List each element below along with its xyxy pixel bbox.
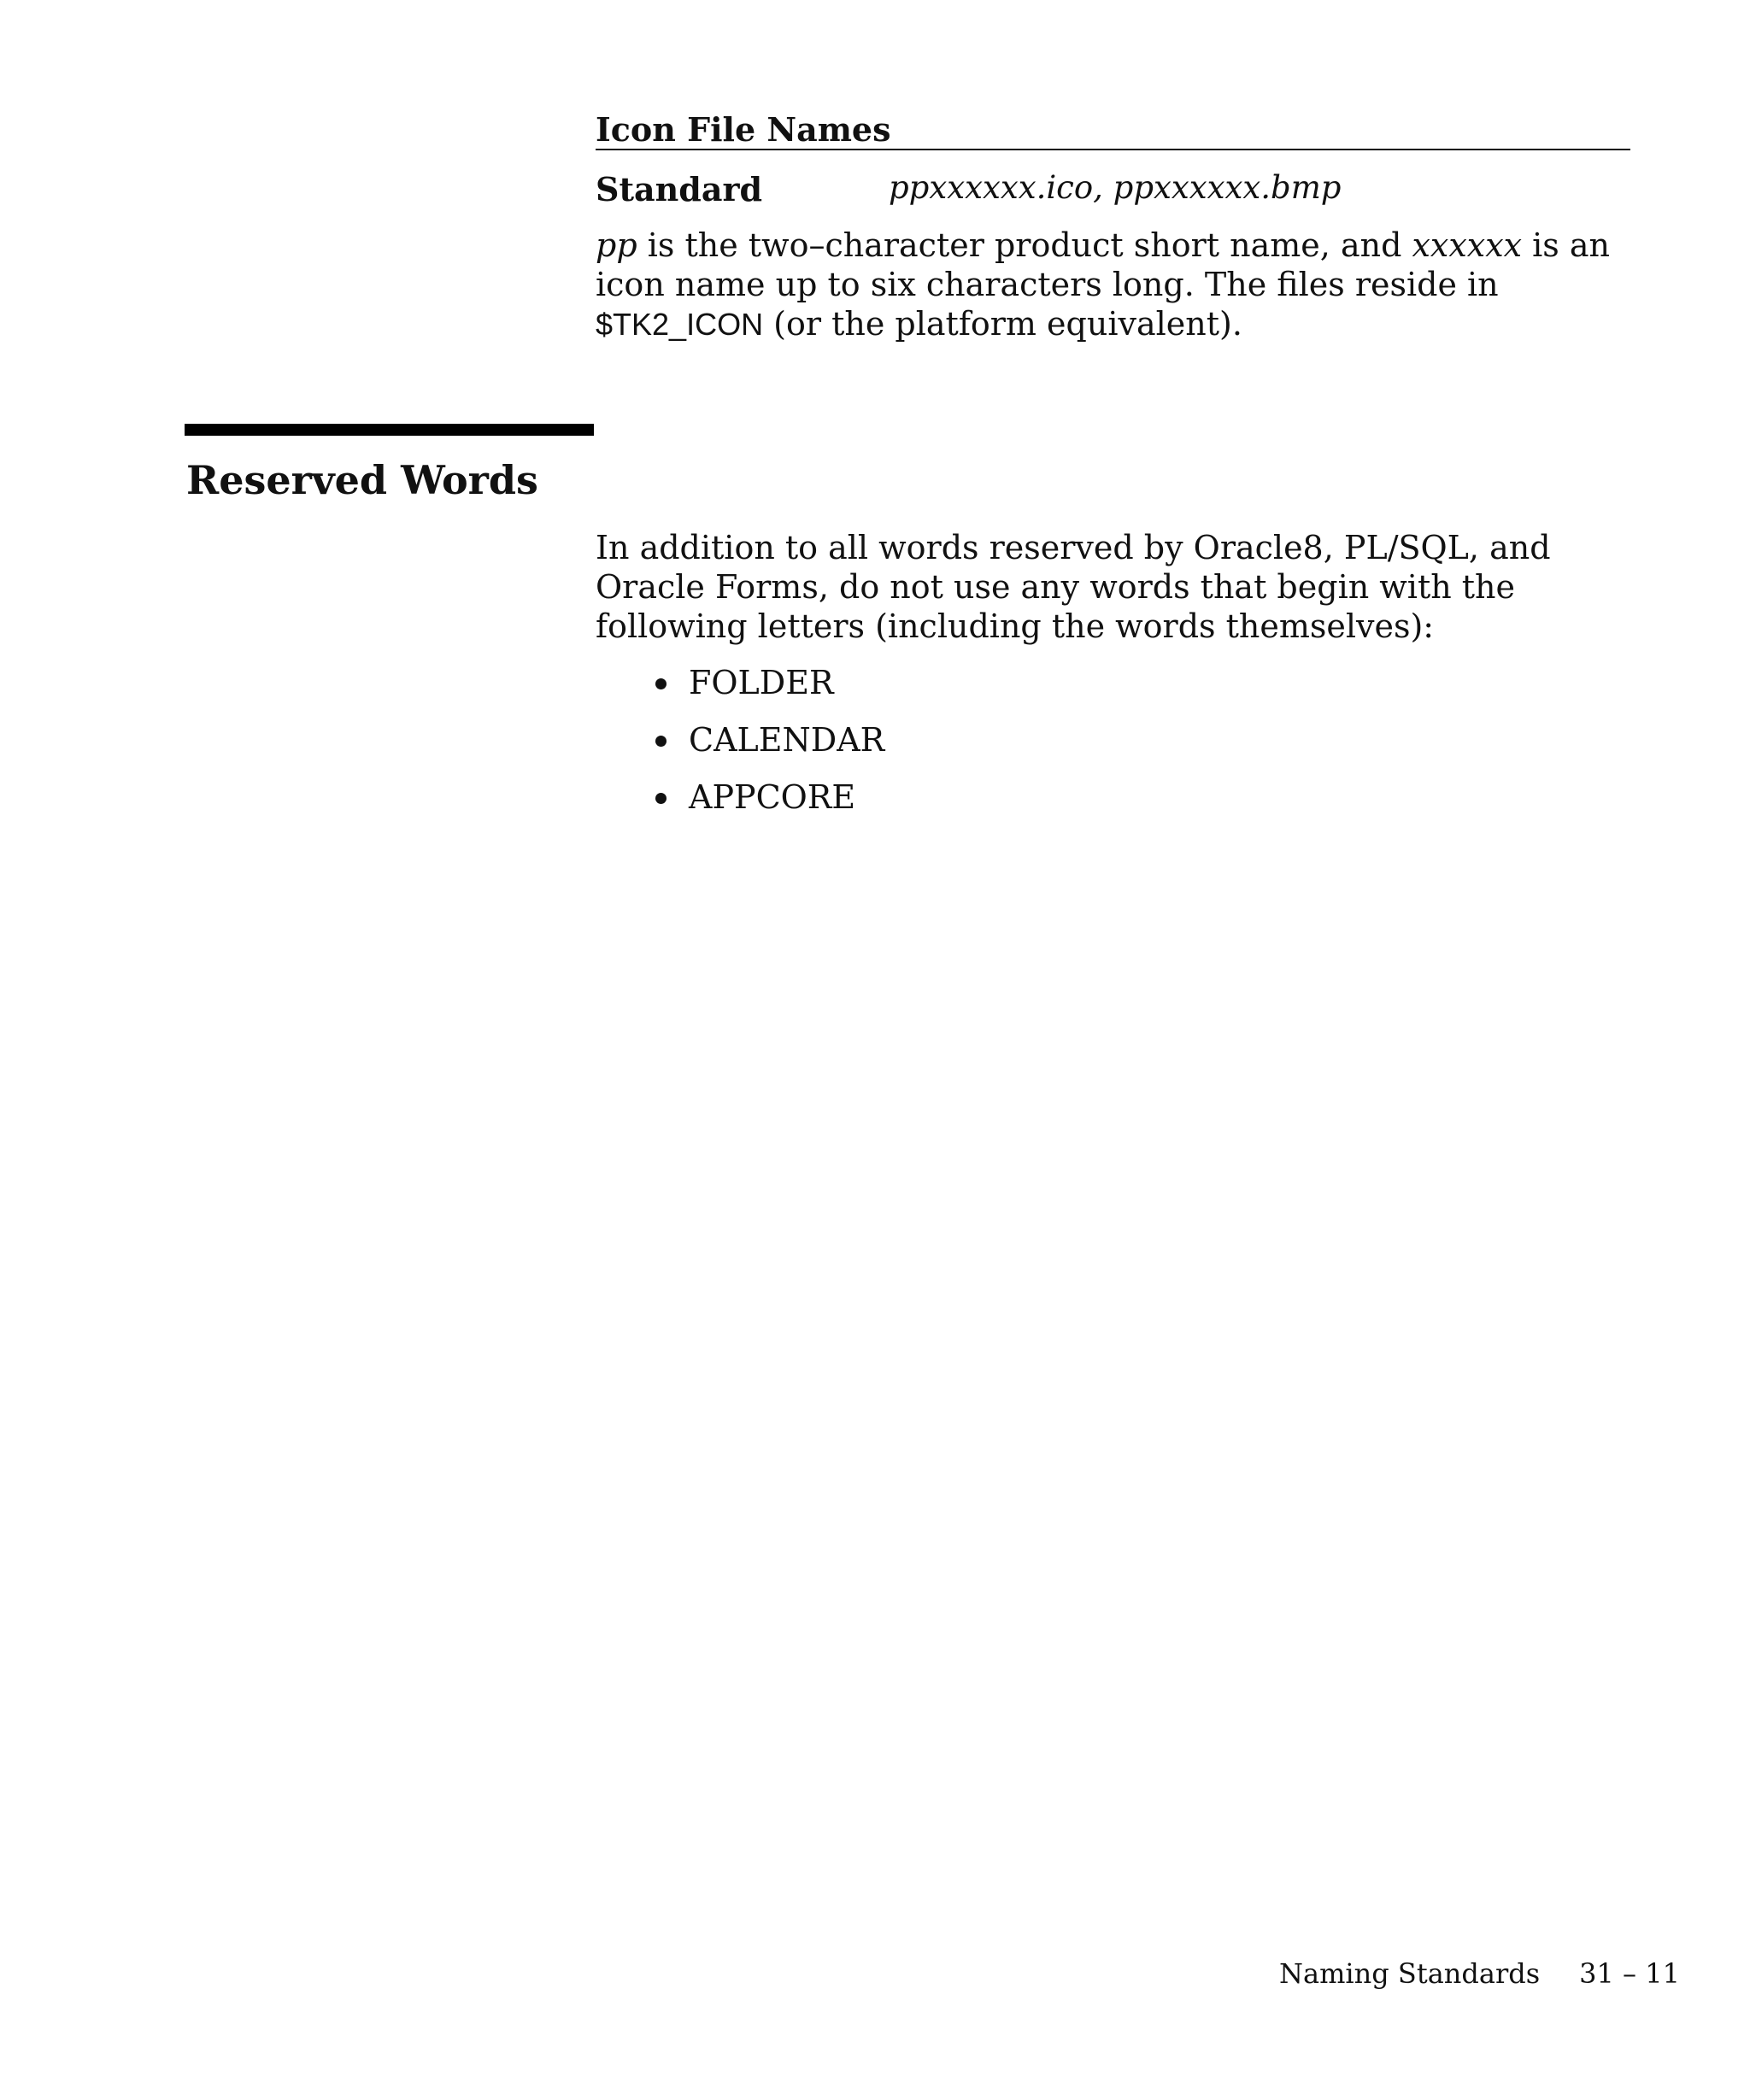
reserved-words-intro: In addition to all words reserved by Oracle8, PL/SQL, and Oracle Forms, do not use any words that begin with the following letters (including the words themselves): xyxy=(596,529,1551,645)
list-item-label: CALENDAR xyxy=(689,721,885,759)
env-variable: $TK2_ICON xyxy=(596,307,764,342)
standard-value: ppxxxxxx.ico, ppxxxxxx.bmp xyxy=(889,169,1342,206)
para-text-2: is an icon name up to six characters long. The files reside in xyxy=(596,226,1611,303)
reserved-words-heading: Reserved Words xyxy=(186,457,538,503)
bullet-icon xyxy=(655,678,667,689)
icon-file-names-heading: Icon File Names xyxy=(596,110,891,149)
list-item xyxy=(651,720,884,777)
icon-description-paragraph xyxy=(596,226,1647,344)
list-item-label: APPCORE xyxy=(689,778,856,816)
bullet-icon xyxy=(655,793,667,804)
para-text-1: is the two–character product short name, and xyxy=(637,226,1412,264)
page-footer xyxy=(1279,1956,1680,1991)
footer-page-number: 31 – 11 xyxy=(1579,1957,1680,1990)
list-item xyxy=(651,663,884,720)
footer-chapter-title: Naming Standards xyxy=(1279,1957,1541,1990)
pp-term: pp xyxy=(596,226,637,264)
xxxxxx-term: xxxxxx xyxy=(1412,226,1523,264)
list-item-label: FOLDER xyxy=(689,664,834,701)
list-item xyxy=(651,777,884,835)
standard-label: Standard xyxy=(596,170,763,208)
bullet-icon xyxy=(655,736,667,747)
heading-rule xyxy=(596,149,1630,150)
para-text-3: (or the platform equivalent). xyxy=(763,305,1242,343)
reserved-prefix-list xyxy=(651,663,884,835)
section-divider-bar xyxy=(185,424,594,436)
